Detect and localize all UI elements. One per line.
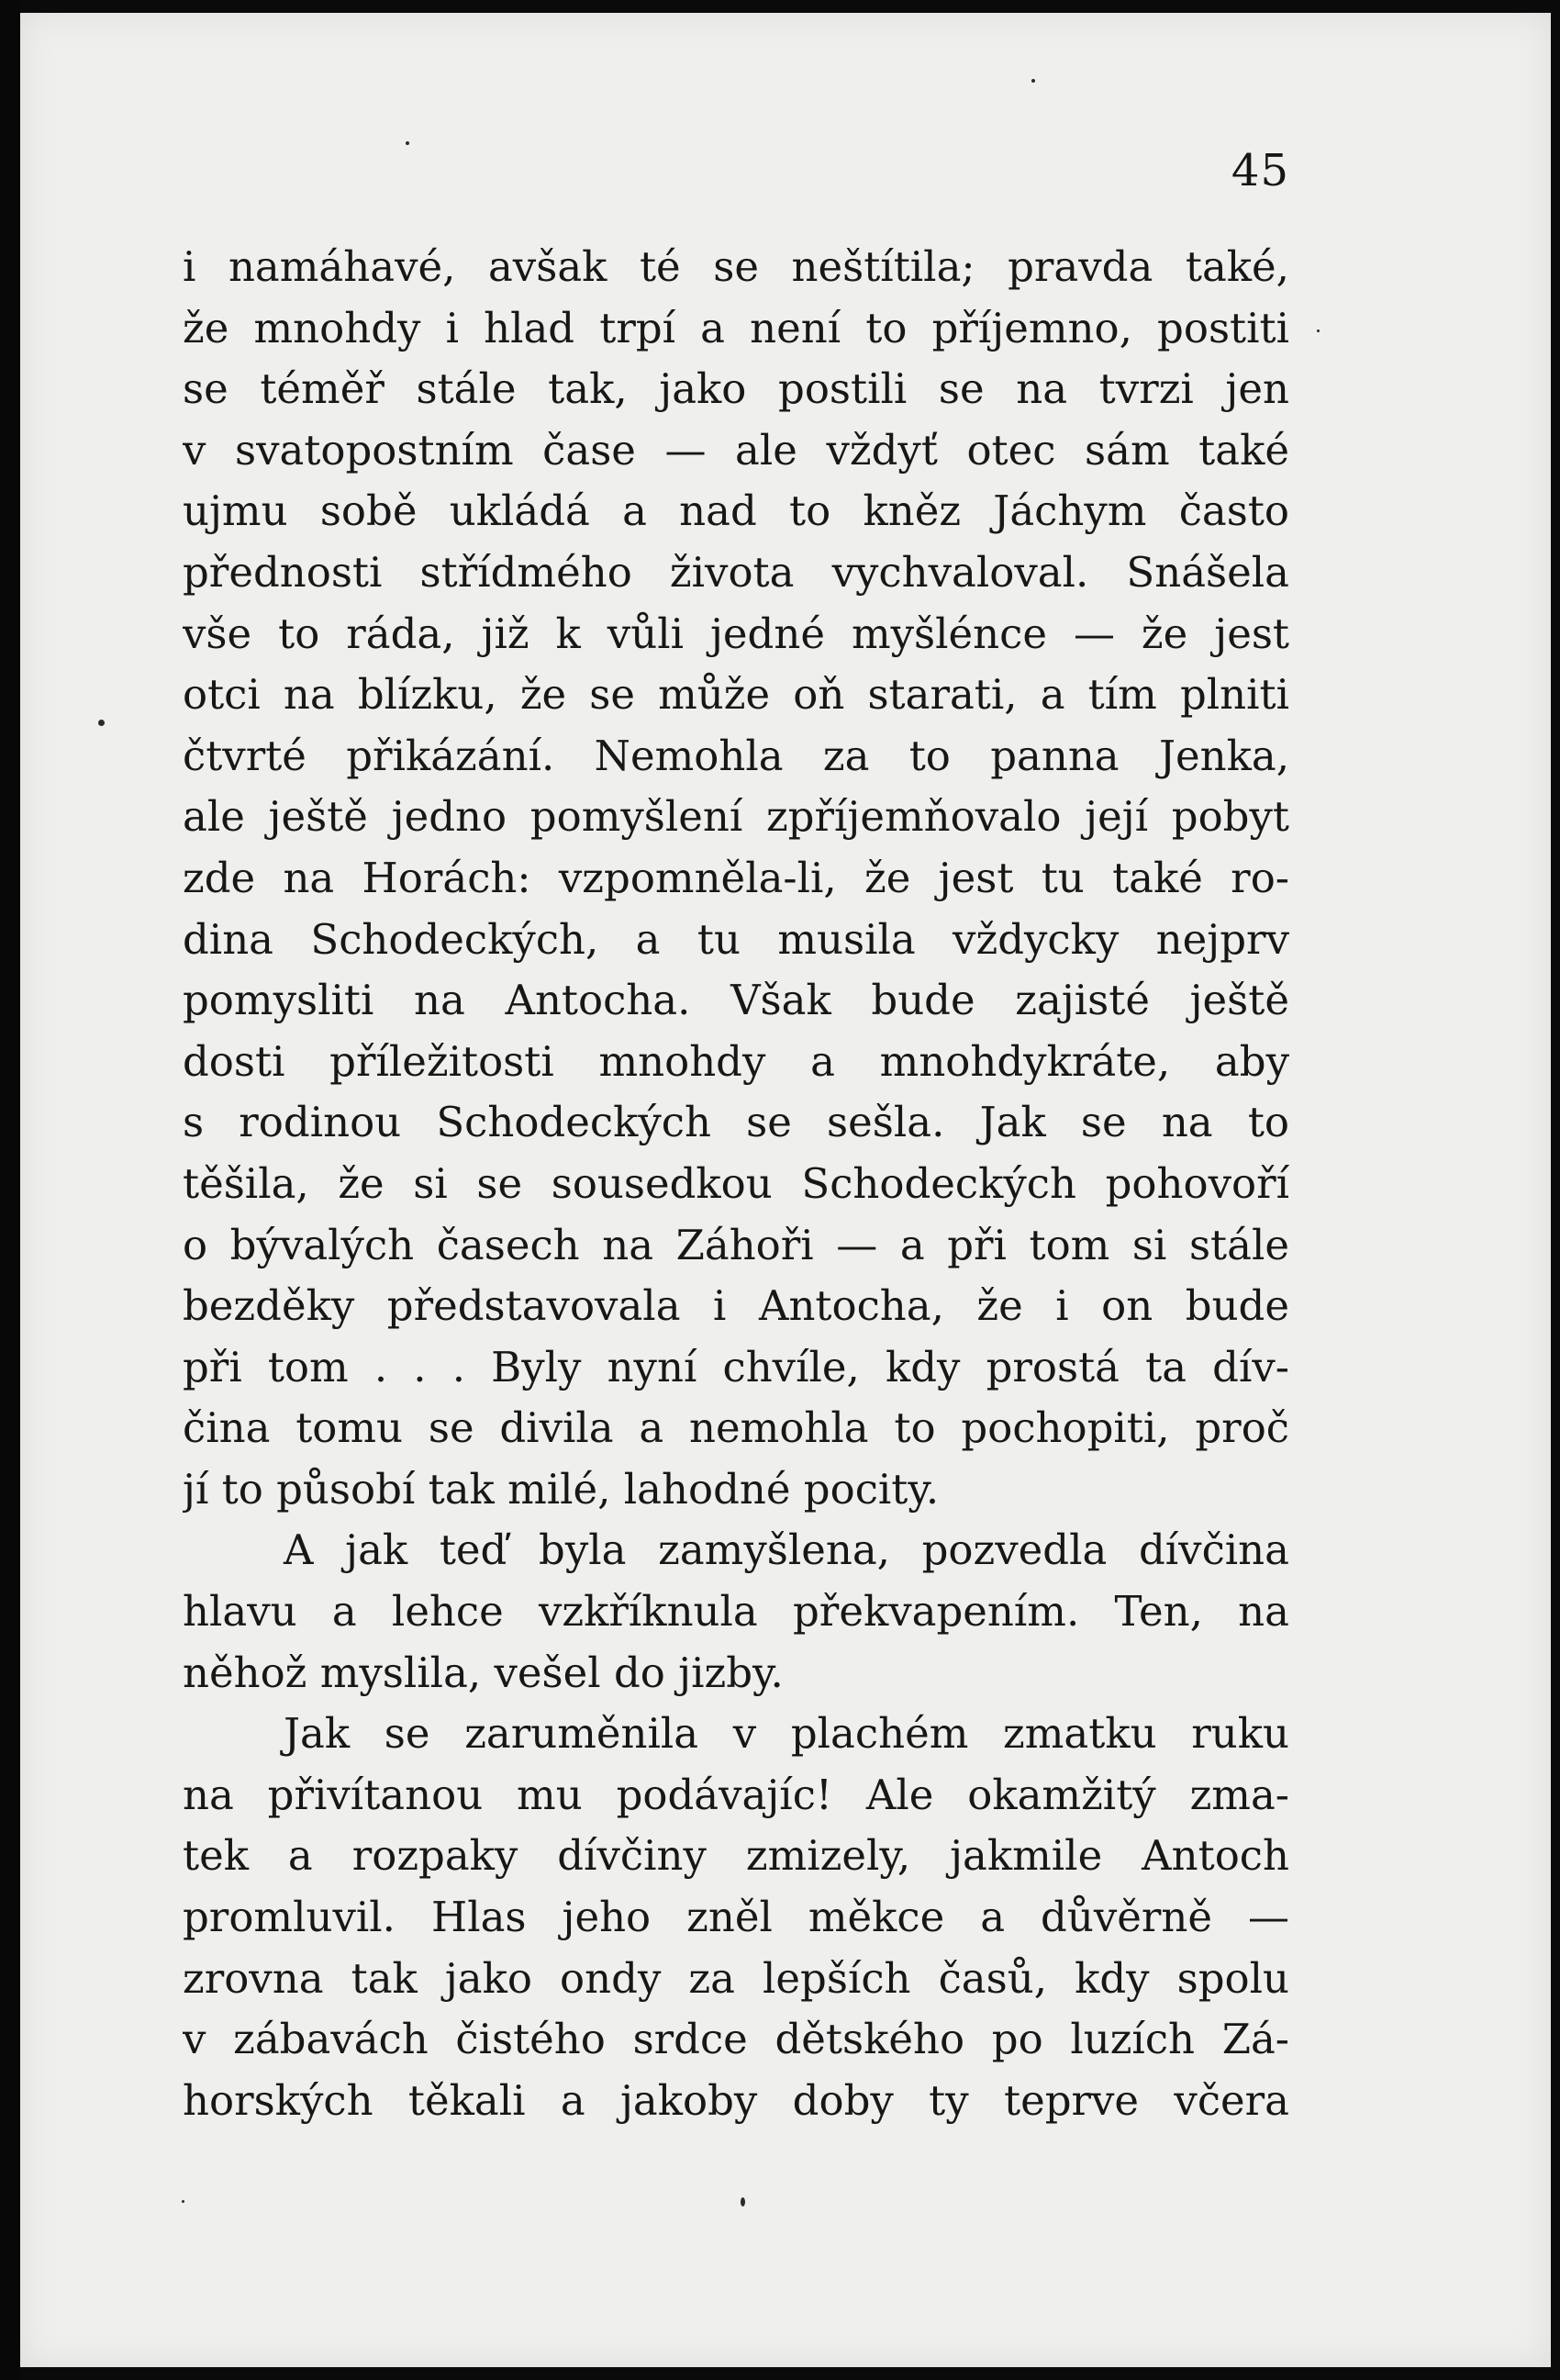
text-line: tek a rozpaky dívčiny zmizely, jakmile Antoch	[183, 1831, 1289, 1881]
text-line: zde na Horách: vzpomněla-li, že jest tu také ro-	[183, 853, 1289, 902]
scan-speck	[182, 2200, 184, 2203]
text-line: jí to působí tak milé, lahodné pocity.	[183, 1464, 940, 1514]
text-line: těšila, že si se sousedkou Schodeckých pohovoří	[183, 1158, 1289, 1208]
paragraph-1	[183, 237, 1289, 1520]
text-line: i namáhavé, avšak té se neštítila; pravda také,	[183, 242, 1289, 291]
text-line: s rodinou Schodeckých se sešla. Jak se na to	[183, 1098, 1289, 1147]
text-line: na přivítanou mu podávajíc! Ale okamžitý zma-	[183, 1770, 1289, 1819]
scan-speck	[406, 141, 409, 145]
paragraph-3	[183, 1704, 1289, 2131]
book-page	[20, 13, 1551, 2367]
text-line: čtvrté přikázání. Nemohla za to panna Jenka,	[183, 731, 1289, 780]
text-line: v zábavách čistého srdce dětského po luzích Zá-	[183, 2015, 1289, 2064]
text-line: ale ještě jedno pomyšlení zpříjemňovalo její pobyt	[183, 792, 1289, 842]
text-line: dina Schodeckých, a tu musila vždycky nejprv	[183, 914, 1289, 964]
text-line: o bývalých časech na Záhoři — a při tom si stále	[183, 1220, 1289, 1269]
text-line: v svatopostním čase — ale vždyť otec sám také	[183, 425, 1289, 475]
text-line: dosti příležitosti mnohdy a mnohdykráte, aby	[183, 1036, 1289, 1086]
text-line: ujmu sobě ukládá a nad to kněz Jáchym často	[183, 486, 1289, 536]
text-line: pomysliti na Antocha. Však bude zajisté ještě	[183, 976, 1289, 1025]
scan-border	[0, 0, 20, 2380]
body-text	[183, 237, 1289, 2131]
text-line: čina tomu se divila a nemohla to pochopiti, proč	[183, 1403, 1289, 1453]
text-line: při tom . . . Byly nyní chvíle, kdy prostá ta dív-	[183, 1342, 1289, 1391]
scan-speck	[1317, 330, 1320, 332]
text-line: něhož myslila, vešel do jizby.	[183, 1648, 784, 1697]
paragraph-2	[183, 1520, 1289, 1704]
text-line: Jak se zaruměnila v plachém zmatku ruku	[284, 1709, 1289, 1759]
text-line: horských těkali a jakoby doby ty teprve včera	[183, 2075, 1289, 2125]
text-line: že mnohdy i hlad trpí a není to příjemno, postiti	[183, 303, 1289, 352]
scan-speck	[741, 2197, 745, 2207]
scan-speck	[1031, 79, 1035, 83]
text-line: přednosti střídmého života vychvaloval. Snášela	[183, 547, 1289, 597]
text-line: promluvil. Hlas jeho zněl měkce a důvěrně —	[183, 1893, 1289, 1942]
scan-speck	[98, 720, 105, 726]
text-line: bezděky představovala i Antocha, že i on bude	[183, 1281, 1289, 1331]
page-number: 45	[1231, 145, 1289, 196]
text-line: se téměř stále tak, jako postili se na tvrzi jen	[183, 364, 1289, 414]
text-line: vše to ráda, již k vůli jedné myšlénce — že jest	[183, 609, 1289, 658]
text-line: otci na blízku, že se může oň starati, a tím plniti	[183, 670, 1289, 720]
text-line: zrovna tak jako ondy za lepších časů, kdy spolu	[183, 1953, 1289, 2003]
text-line: A jak teď byla zamyšlena, pozvedla dívčina	[284, 1525, 1289, 1575]
text-line: hlavu a lehce vzkříknula překvapením. Ten, na	[183, 1587, 1289, 1637]
